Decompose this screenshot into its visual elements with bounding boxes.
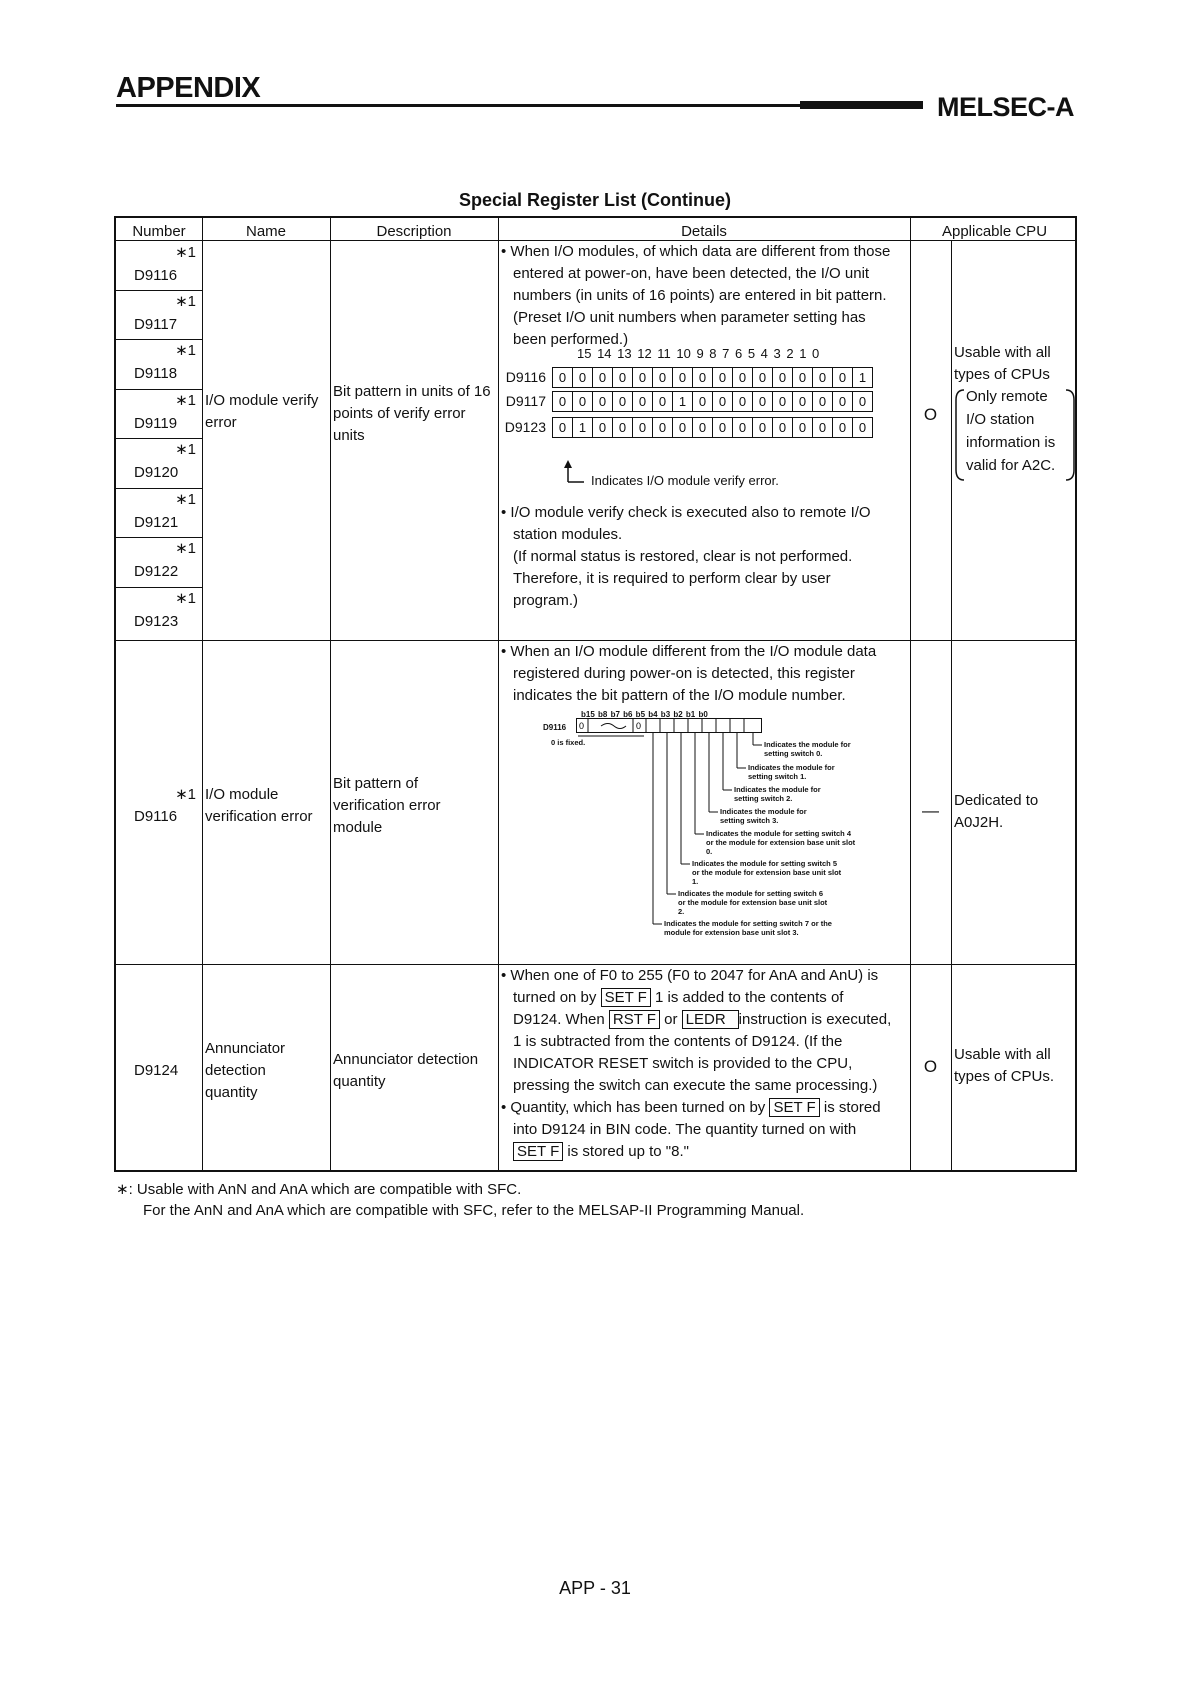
bit-cell: 0 xyxy=(553,392,573,411)
cpu-line: types of CPUs. xyxy=(954,1068,1055,1085)
bit-cell: 0 xyxy=(833,418,853,437)
bit-cell: 0 xyxy=(773,368,793,387)
cpu-line: Dedicated to xyxy=(954,792,1039,809)
bit-cell: 0 xyxy=(753,418,773,437)
details-line: registered during power-on is detected, this register xyxy=(513,665,855,682)
diagram-bit-labels: b15 b8 b7 b6 b5 b4 b3 b2 b1 b0 xyxy=(581,710,708,719)
bit-cell: 0 xyxy=(858,393,867,409)
row1-applicable-mark: O xyxy=(923,405,938,424)
col-header-number: Number xyxy=(132,223,186,240)
bit-cell: 0 xyxy=(673,368,693,387)
register-number: D9119 xyxy=(134,415,178,432)
row3-details xyxy=(501,965,911,1163)
bit-row-label: D9117 xyxy=(505,393,546,409)
bit-cell: 0 xyxy=(553,418,573,437)
details-line: pressing the switch can execute the same processing.) xyxy=(513,1077,878,1094)
bit-cell: 0 xyxy=(693,392,713,411)
bit-pattern-row xyxy=(496,416,873,438)
bit-cell: 0 xyxy=(713,418,733,437)
register-mark: ∗1 xyxy=(175,540,196,557)
cpu-line: types of CPUs xyxy=(954,366,1050,383)
bit-cells xyxy=(552,417,873,438)
register-number: D9123 xyxy=(134,613,179,630)
bit-cell: 0 xyxy=(753,392,773,411)
bit-row-label: D9123 xyxy=(504,419,546,435)
footnote xyxy=(116,1180,804,1219)
col-divider xyxy=(202,218,203,1170)
register-number: D9117 xyxy=(134,316,178,333)
col-header-name: Name xyxy=(245,223,286,240)
bit-cells xyxy=(552,367,873,388)
set-f-instruction: SET F xyxy=(513,1142,563,1161)
details-line: • I/O module verify check is executed also to remote I/O xyxy=(501,504,871,521)
row1-cpu xyxy=(954,342,1051,386)
bit-cell: 0 xyxy=(613,418,633,437)
bit-cell: 1 xyxy=(573,418,593,437)
diagram-note: Indicates the module for setting switch 2. xyxy=(734,785,821,803)
details-line: • When one of F0 to 255 (F0 to 2047 for AnA and AnU) is xyxy=(501,967,879,984)
row1-details xyxy=(501,241,909,351)
bit-cell: 0 xyxy=(693,418,713,437)
register-mark: ∗1 xyxy=(175,244,196,261)
bit-pattern-row xyxy=(496,366,873,388)
diagram-note: Indicates the module for setting switch 4 or the module for extension base unit slot 0. xyxy=(706,829,856,856)
ledr-instruction: LEDR xyxy=(682,1010,739,1029)
cpu-note-line: valid for A2C. xyxy=(966,457,1056,474)
arrow-up-icon xyxy=(556,460,586,490)
cpu-line: Usable with all xyxy=(954,344,1051,361)
bit-cell: 0 xyxy=(633,368,653,387)
bit-cell: 0 xyxy=(693,368,713,387)
bit-cell: 0 xyxy=(773,392,793,411)
cpu-note-line: I/O station xyxy=(966,411,1035,428)
register-mark: ∗1 xyxy=(175,342,196,359)
register-number: D9116 xyxy=(134,267,178,284)
diagram-note: Indicates the module for setting switch 1. xyxy=(748,763,835,781)
svg-text:0: 0 xyxy=(579,721,585,731)
bit-cell: 0 xyxy=(833,368,853,387)
bit-cell: 0 xyxy=(653,418,673,437)
bit-cell: 0 xyxy=(713,368,733,387)
rst-f-instruction: RST F xyxy=(609,1010,660,1029)
bit-cell: 0 xyxy=(573,392,593,411)
bit-cell: 0 xyxy=(653,392,673,411)
details-line: numbers (in units of 16 points) are entered in bit pattern. xyxy=(513,287,887,304)
details-line: • When an I/O module different from the I/O module data xyxy=(501,643,877,660)
bit-cell: 1 xyxy=(858,369,867,385)
row1-cpu-note xyxy=(954,386,1076,484)
bit-cell: 0 xyxy=(793,368,813,387)
register-mark: ∗1 xyxy=(175,441,196,458)
brand-heading: MELSEC-A xyxy=(937,92,1074,122)
diagram-register: D9116 xyxy=(543,723,567,732)
bit-cell: 0 xyxy=(813,392,833,411)
bit-cell: 0 xyxy=(713,392,733,411)
col-divider xyxy=(951,241,952,1170)
col-divider xyxy=(498,218,499,1170)
register-mark: ∗1 xyxy=(175,491,196,508)
set-f-instruction: SET F xyxy=(601,988,651,1007)
details-line: indicates the bit pattern of the I/O module number. xyxy=(513,687,846,704)
row1-details-2 xyxy=(501,502,909,612)
set-f-instruction: SET F xyxy=(769,1098,819,1117)
bit-cell: 0 xyxy=(593,392,613,411)
bit-cells xyxy=(552,391,873,412)
register-mark: ∗1 xyxy=(175,293,196,310)
details-line: entered at power-on, have been detected, the I/O unit xyxy=(513,265,870,282)
row2-details xyxy=(501,641,909,707)
row2-description: Bit pattern of verification error module xyxy=(333,775,441,836)
col-header-details: Details xyxy=(681,223,727,240)
register-mark: ∗1 xyxy=(175,392,196,409)
diagram-note: Indicates the module for setting switch 5 or the module for extension base unit slot 1. xyxy=(692,859,842,886)
diagram-note: Indicates the module for setting switch 7 or the module for extension base unit slot 3. xyxy=(664,919,832,937)
bit-cell: 0 xyxy=(733,418,753,437)
bit-row-label: D9116 xyxy=(505,369,546,385)
footnote-line: For the AnN and AnA which are compatible with SFC, refer to the MELSAP-II Programming Manual. xyxy=(143,1202,805,1219)
cpu-line: A0J2H. xyxy=(954,814,1004,831)
bit-cell: 0 xyxy=(733,392,753,411)
row2-mark: ∗1 xyxy=(175,786,196,803)
bit-cell: 0 xyxy=(613,368,633,387)
col-divider xyxy=(330,218,331,1170)
details-line: 1 is subtracted from the contents of D9124. (If the xyxy=(513,1033,843,1050)
bit-cell: 0 xyxy=(593,368,613,387)
header-rule xyxy=(116,104,916,107)
row2-name: I/O module verification error xyxy=(205,786,313,825)
diagram-note: Indicates the module for setting switch 0. xyxy=(764,740,851,758)
bit-cell: 0 xyxy=(858,419,867,435)
register-mark: ∗1 xyxy=(175,590,196,607)
bit-cell: 0 xyxy=(793,392,813,411)
details-line: INDICATOR RESET switch is provided to the CPU, xyxy=(513,1055,853,1072)
col-header-cpu: Applicable CPU xyxy=(941,223,1048,240)
bit-numbers: 15 14 13 12 11 10 9 8 7 6 5 4 3 2 1 0 xyxy=(577,346,820,361)
row3-cpu xyxy=(954,1044,1054,1088)
bit-cell: 0 xyxy=(733,368,753,387)
details-line: D9124. When RST F or LEDR instruction is executed, xyxy=(513,1011,892,1028)
bit-pattern-row xyxy=(496,390,873,412)
details-line: (Preset I/O unit numbers when parameter setting has xyxy=(513,309,866,326)
details-line: (If normal status is restored, clear is not performed. xyxy=(513,548,853,565)
row3-applicable-mark: O xyxy=(923,1057,938,1076)
details-line: SET F is stored up to "8." xyxy=(501,1141,911,1163)
bit-cell: 1 xyxy=(673,392,693,411)
details-line: turned on by SET F 1 is added to the contents of xyxy=(513,989,844,1006)
details-line: • When I/O modules, of which data are different from those xyxy=(501,243,891,260)
special-register-table xyxy=(114,216,1077,1172)
cpu-note-line: information is xyxy=(966,434,1056,451)
register-number: D9122 xyxy=(134,563,179,580)
row3-name: Annunciator detection quantity xyxy=(205,1040,286,1101)
details-line: been performed.) xyxy=(513,331,629,348)
bit-cell: 0 xyxy=(833,392,853,411)
bit-cell: 0 xyxy=(813,418,833,437)
details-line: Therefore, it is required to perform clear by user xyxy=(513,570,831,587)
details-line: station modules. xyxy=(513,526,623,543)
page-number: APP - 31 xyxy=(559,1578,631,1598)
bit-cell: 0 xyxy=(753,368,773,387)
row2-cpu xyxy=(954,790,1038,834)
bit-cell: 0 xyxy=(773,418,793,437)
details-line: into D9124 in BIN code. The quantity turned on with xyxy=(513,1121,857,1138)
footnote-line: ∗: Usable with AnN and AnA which are compatible with SFC. xyxy=(116,1181,522,1198)
register-number: D9118 xyxy=(134,365,178,382)
bit-cell: 0 xyxy=(793,418,813,437)
diagram-note: Indicates the module for setting switch 6 or the module for extension base unit slot 2. xyxy=(678,889,828,916)
bit-cell: 0 xyxy=(633,418,653,437)
diagram-note: Indicates the module for setting switch 3. xyxy=(720,807,807,825)
svg-text:0: 0 xyxy=(636,721,642,731)
bit-cell: 0 xyxy=(633,392,653,411)
bit-cell: 0 xyxy=(553,368,573,387)
row1-name: I/O module verify error xyxy=(205,392,319,431)
row2-applicable-mark: — xyxy=(922,801,939,820)
details-line: program.) xyxy=(513,592,579,609)
row3-description: Annunciator detection quantity xyxy=(333,1051,479,1090)
bit-cell: 0 xyxy=(653,368,673,387)
cpu-line: Usable with all xyxy=(954,1046,1051,1063)
bit-cell: 0 xyxy=(593,418,613,437)
row1-description: Bit pattern in units of 16 points of verify error units xyxy=(333,383,491,444)
bit-caption: Indicates I/O module verify error. xyxy=(591,473,779,488)
appendix-heading: APPENDIX xyxy=(116,72,261,104)
row2-number: D9116 xyxy=(134,808,178,825)
bit-cell: 0 xyxy=(573,368,593,387)
row3-number: D9124 xyxy=(134,1062,179,1079)
register-number: D9121 xyxy=(134,514,179,531)
diagram-fixed: 0 is fixed. xyxy=(551,738,586,747)
details-line: • Quantity, which has been turned on by SET F is stored xyxy=(501,1099,881,1116)
bit-cell: 0 xyxy=(673,418,693,437)
table-title: Special Register List (Continue) xyxy=(458,190,732,210)
bit-cell: 0 xyxy=(813,368,833,387)
col-header-description: Description xyxy=(376,223,452,240)
bit-cell: 0 xyxy=(613,392,633,411)
register-number: D9120 xyxy=(134,464,179,481)
cpu-note-line: Only remote xyxy=(966,388,1048,405)
header-rule-thick xyxy=(800,101,923,109)
